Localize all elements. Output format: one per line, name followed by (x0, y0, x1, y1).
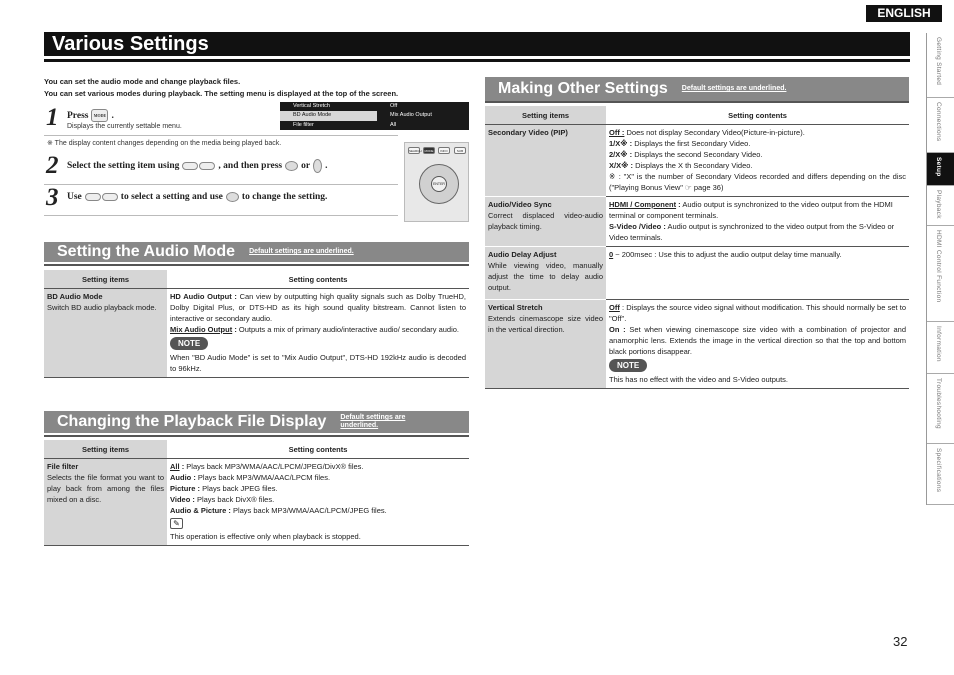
sub-button-icon: SUB (454, 147, 466, 154)
step-3-number: 3 (46, 184, 59, 211)
note-badge: NOTE (609, 359, 647, 372)
info-button-icon: INFO (438, 147, 450, 154)
onscreen-menu-display (280, 102, 469, 130)
table-row: Secondary Video (PIP) Off : Does not display Secondary Video(Picture-in-picture). 1/X※ : Displays the first Secondary Video. 2/X※ : Displays the second Secondary Video. X/X※ : Displays the X th Secondary Video. ※ : "X" is the number of Secondary Videos recorded and differs depending on the disc ("Playing Bonus View" ☞ page 36) (485, 125, 909, 197)
side-nav-connections[interactable]: Connections (927, 98, 954, 153)
step-2-rule (44, 184, 398, 185)
table-row: Audio/Video Sync Correct displaced video-audio playback timing. HDMI / Component : Audio output is synchronized to the video output from the HDMI terminal or component terminals. S-Video /Video : Audio output is synchronized to the video output from the S-Video or Video terminals. (485, 197, 909, 247)
side-nav-specifications[interactable]: Specifications (927, 444, 954, 505)
step-1-subtext: Displays the currently settable menu. (67, 123, 182, 130)
side-nav-troubleshooting[interactable]: Troubleshooting (927, 374, 954, 444)
other-settings-table (485, 106, 909, 389)
enter-button-icon (226, 192, 239, 202)
language-tab: ENGLISH (866, 5, 942, 22)
right-arrow-button-icon (313, 159, 322, 173)
side-nav (926, 33, 954, 505)
step-3-rule (44, 215, 398, 216)
side-nav-playback[interactable]: Playback (927, 186, 954, 226)
table-row: Vertical Stretch Extends cinemascope size video in the vertical direction. Off : Displays the source video signal without modification. This should normally be set to "Off". On : Set when viewing cinemascope size video with a combination of projector and anamorphic lens. Extends the image in the vertical direction so that the top and bottom black portions disappear. NOTE This has no effect with the video and S-Video outputs. (485, 300, 909, 389)
playback-file-table (44, 440, 469, 546)
table-row: Audio Delay Adjust While viewing video, manually adjust the time to delay audio output. 0 ~ 200msec : Use this to adjust the audio output delay time manually. (485, 247, 909, 300)
section-rule (485, 101, 909, 103)
side-nav-setup[interactable]: Setup (927, 153, 954, 186)
col-header-items: Setting items (485, 106, 606, 125)
col-header-contents: Setting contents (167, 440, 469, 459)
title-rule (44, 59, 910, 62)
left-right-buttons-icon (85, 193, 118, 201)
default-note: Default settings are underlined. (681, 85, 787, 92)
table-row: File filter Selects the file format you want to play back from among the files mixed on a disc. All : Plays back MP3/WMA/AAC/LPCM/JPEG/DivX® files. Audio : Plays back MP3/WMA/AAC/LPCM files. Picture : Plays back JPEG files. Video : Plays back DivX® files. Audio & Picture : Plays back MP3/WMA/AAC/LPCM/JPEG files. ✎ This operation is effective only when playback is stopped. (44, 459, 469, 546)
page-title: Various Settings (44, 32, 910, 56)
col-header-items: Setting items (44, 440, 167, 459)
page-number: 32 (893, 634, 908, 649)
enter-button-icon: ENTER (431, 176, 447, 192)
side-nav-hdmi-control[interactable]: HDMI Control Function (927, 226, 954, 322)
side-nav-information[interactable]: Information (927, 322, 954, 374)
playback-file-title: Changing the Playback File Display (57, 413, 327, 430)
mode-button-icon: MODE (91, 109, 108, 122)
audio-mode-header (44, 242, 469, 262)
other-settings-title: Making Other Settings (498, 80, 668, 97)
step-1-rule (44, 135, 398, 136)
mode-button-icon (285, 161, 298, 171)
pencil-icon: ✎ (170, 518, 183, 529)
item-desc: Switch BD audio playback mode. (47, 303, 157, 312)
default-note: Default settings are underlined. (340, 414, 406, 429)
step-1-number: 1 (46, 104, 59, 131)
playback-file-header (44, 411, 469, 433)
step-1-note: ※ The display content changes depending on the media being played back. (47, 140, 282, 147)
step-2-text: Select the setting item using , and then press or . (67, 161, 328, 171)
up-down-buttons-icon (182, 162, 215, 170)
menu-row-selected: BD Audio Mode Mix Audio Output (280, 111, 469, 120)
step-2-number: 2 (46, 152, 59, 179)
step-3-text: Use to select a setting and use to change the setting. (67, 192, 328, 202)
col-header-contents: Setting contents (606, 106, 909, 125)
intro-line-1: You can set the audio mode and change playback files. (44, 77, 241, 86)
menu-row: Vertical Stretch Off (293, 103, 398, 109)
mode-button-icon: MODE (424, 149, 434, 153)
remote-control-illustration (404, 142, 469, 222)
default-note: Default settings are underlined. (249, 248, 354, 255)
menu-row: File filter All (293, 121, 397, 128)
table-row: BD Audio Mode Switch BD audio playback mode. HD Audio Output : Can view by outputting high quality signals such as Dolby TrueHD, Dolby Digital Plus, or DTS-HD as its high sound quality bitstream. Cannot listen to interactive or secondary audio. Mix Audio Output : Outputs a mix of primary audio/interactive audio/ secondary audio. NOTE When "BD Audio Mode" is set to "Mix Audio Output", DTS-HD 192kHz audio is decoded to 96kHz. (44, 289, 469, 378)
audio-mode-table (44, 270, 469, 378)
search-button-icon: SEARCH (409, 149, 422, 153)
col-header-contents: Setting contents (167, 270, 469, 289)
audio-mode-title: Setting the Audio Mode (57, 243, 236, 260)
item-name: BD Audio Mode (47, 292, 103, 301)
side-nav-getting-started[interactable]: Getting Started (927, 33, 954, 98)
other-settings-header (485, 77, 909, 101)
section-rule (44, 435, 469, 437)
section-rule (44, 264, 469, 266)
step-1-text: Press MODE . (67, 110, 114, 121)
intro-line-2: You can set various modes during playback. The setting menu is displayed at the top of the screen. (44, 89, 399, 98)
col-header-items: Setting items (44, 270, 167, 289)
note-badge: NOTE (170, 337, 208, 350)
